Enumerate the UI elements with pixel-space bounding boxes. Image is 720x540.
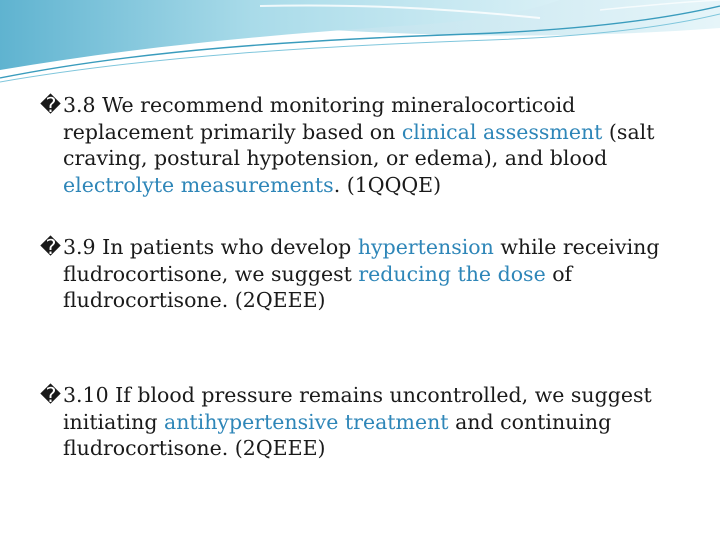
recommendation-3-8 <box>40 92 693 198</box>
text-segment: 3.8 We recommend monitoring mineralocorticoid replacement primarily based on <box>63 93 576 144</box>
highlight-electrolyte-measurements: electrolyte measurements <box>63 172 334 197</box>
text-segment: 3.9 In patients who develop <box>63 235 358 259</box>
text-segment: and continuing fludrocortisone. (2QEEE) <box>63 409 612 460</box>
bullet-icon: � <box>40 235 62 259</box>
recommendation-3-9 <box>40 234 693 314</box>
text-segment: while receiving fludrocortisone, we suggest <box>63 235 660 286</box>
text-segment: (salt craving, postural hypotension, or edema), and blood <box>63 119 655 170</box>
highlight-hypertension: hypertension <box>357 235 494 259</box>
text-segment: of fludrocortisone. (2QEEE) <box>63 261 573 312</box>
recommendation-3-10 <box>40 382 693 462</box>
bullet-icon: � <box>40 93 62 117</box>
bullet-icon: � <box>40 383 62 407</box>
header-wave-banner <box>0 0 720 90</box>
highlight-reducing-the-dose: reducing the dose <box>358 261 546 286</box>
highlight-clinical-assessment: clinical assessment <box>401 119 603 144</box>
highlight-antihypertensive-treatment: antihypertensive treatment <box>163 409 449 434</box>
text-segment: . (1QQQE) <box>333 172 442 197</box>
text-segment: 3.10 If blood pressure remains uncontrolled, we suggest initiating <box>63 383 652 434</box>
